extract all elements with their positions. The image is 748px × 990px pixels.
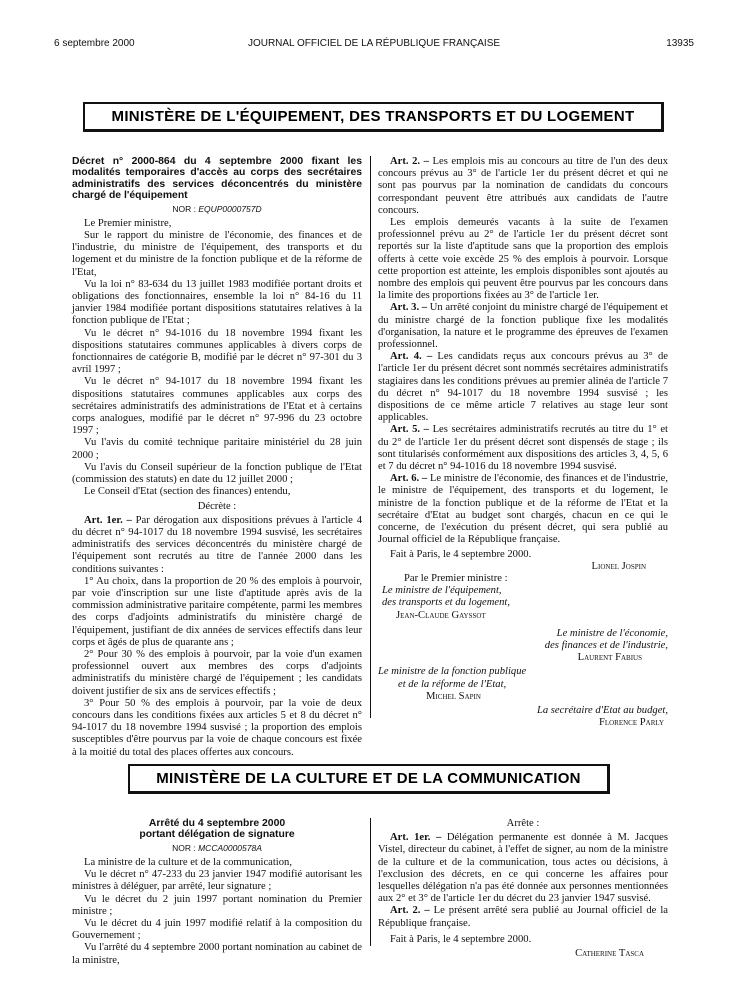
article-label: Art. 6. – bbox=[390, 473, 428, 485]
column-divider bbox=[370, 156, 371, 718]
article-label: Art. 3. – bbox=[390, 302, 428, 314]
article-1-item: 2° Pour 30 % des emplois à pourvoir, par la voie d'un examen professionnel ouvert aux membres des corps d'adjoints administratifs du ministère chargé de l'équipement ; les candidats doivent justifier de six ans de services effectifs ; bbox=[72, 648, 362, 697]
arrete-left-column bbox=[72, 818, 362, 967]
prime-minister-signature: Lionel Jospin bbox=[591, 560, 646, 572]
visa-paragraph: Vu le décret n° 94-1016 du 18 novembre 1994 fixant les dispositions statutaires communes applicables à divers corps de fonctionnaires de catégorie B, modifié par le décret n° 97-301 du 3 avril 1997 ; bbox=[72, 327, 362, 376]
signatory-role: Le ministre de l'économie, bbox=[556, 627, 668, 639]
article-2 bbox=[378, 156, 668, 217]
decree-left-column bbox=[72, 156, 362, 759]
article-text: Le présent arrêté sera publié au Journal officiel de la République française. bbox=[378, 905, 668, 929]
article-1 bbox=[378, 832, 668, 905]
article-text: Les emplois mis au concours au titre de l'un des deux concours prévus au 3° de l'article 1er du présent décret et qui ne sont pas pourvus par la nomination de candidats du concours correspondant peuvent être attribués aux candidats de l'autre concours. bbox=[378, 156, 668, 216]
visa-paragraph: Vu la loi n° 83-634 du 13 juillet 1983 modifiée portant droits et obligations des fonctionnaires, ensemble la loi n° 84-16 du 11 janvier 1984 modifiée portant dispositions statutaires relatives à la fonction publique de l'Etat ; bbox=[72, 278, 362, 327]
article-3 bbox=[378, 302, 668, 351]
article-label: Art. 2. – bbox=[390, 905, 430, 917]
article-text: Les candidats reçus aux concours prévus au 3° de l'article 1er du présent décret sont nommés secrétaires administratifs stagiaires dans les conditions prévues au premier alinéa de l'article 7 du décret n° 94-1017 du 18 novembre 1994 susvisé ; les dispositions de ce même article 7 relatives au stage leur sont applicables. bbox=[378, 351, 668, 424]
article-text: Délégation permanente est donnée à M. Jacques Vistel, directeur du cabinet, à l'effet de signer, au nom de la ministre de la culture et de la communication, tous actes ou décisions, à l'exclusion des décrets, en ce qui concerne les affaires pour lesquelles délégation n'a pas été donnée aux personnes mentionnées aux 2° et 3° de l'article 1er du décret du 23 janvier 1947 susvisé. bbox=[378, 832, 668, 905]
arrete-subtitle: portant délégation de signature bbox=[139, 829, 295, 841]
article-text: Un arrêté conjoint du ministre chargé de l'équipement et du ministre chargé de la fonction publique fixe les modalités d'organisation, la nature et le programme des épreuves de l'examen professionnel. bbox=[378, 302, 668, 351]
arrete-title: Arrêté du 4 septembre 2000 bbox=[148, 818, 286, 829]
article-1 bbox=[72, 515, 362, 576]
article-label: Art. 1er. – bbox=[84, 514, 132, 526]
arrete-heading: Arrête : bbox=[506, 818, 540, 829]
header-date: 6 septembre 2000 bbox=[54, 38, 135, 49]
decree-title: Décret n° 2000-864 du 4 septembre 2000 fixant les modalités temporaires d'accès au corps des secrétaires administratifs des services déconcentrés du ministère chargé de l'équipement bbox=[72, 156, 362, 202]
article-2 bbox=[378, 905, 668, 929]
signatory-role: et de la réforme de l'Etat, bbox=[398, 678, 507, 690]
signatory-name: Florence Parly bbox=[598, 717, 664, 729]
visa-paragraph: Vu le décret du 2 juin 1997 portant nomination du Premier ministre ; bbox=[72, 893, 362, 917]
article-1-item: 3° Pour 50 % des emplois à pourvoir, par la voie de deux concours dans les conditions fixées aux articles 5 et 8 du décret n° 94-1017 du 18 novembre 1994 susvisé ; la proportion des emplois susceptibles d'être pourvus par la voie de chaque concours est fixée à la moitié du total des places offertes aux concours. bbox=[72, 697, 362, 758]
visa-paragraph: Vu l'avis du comité technique paritaire ministériel du 28 juin 2000 ; bbox=[72, 437, 362, 461]
article-4 bbox=[378, 351, 668, 424]
visa-paragraph: Le Premier ministre, bbox=[84, 217, 172, 229]
signatory-role: des finances et de l'industrie, bbox=[544, 639, 668, 651]
arrete-nor bbox=[72, 842, 362, 854]
article-6 bbox=[378, 473, 668, 546]
visa-paragraph: Sur le rapport du ministre de l'économie, des finances et de l'industrie, du ministre de l'équipement, des transports et du logement et du ministre de la fonction publique et de la réforme de l'Etat, bbox=[72, 230, 362, 278]
nor-code: EQUP0000757D bbox=[198, 203, 262, 214]
article-label: Art. 4. – bbox=[390, 351, 433, 363]
header-page-number: 13935 bbox=[666, 38, 694, 49]
article-text: Les secrétaires administratifs recrutés au titre du 1° et du 2° de l'article 1er du présent décret sont dispensés de stage ; ils sont titularisés conformément aux dispositions des articles 3, 4, 5, 6 et 7 du décret n° 94-1016 du 18 novembre 1994 susvisé. bbox=[378, 424, 668, 473]
visa-paragraph: Vu l'arrêté du 4 septembre 2000 portant nomination au cabinet de la ministre, bbox=[72, 942, 362, 966]
signatory-role: La secrétaire d'Etat au budget, bbox=[536, 704, 668, 716]
article-2-paragraph bbox=[378, 217, 668, 302]
article-text: Les emplois demeurés vacants à la suite de l'examen professionnel prévu au 2° de l'article 1er du présent décret sont reportés sur la liste d'aptitude sans que la proportion des emplois offerts à cette voie excède 25 % des emplois à pourvoir. Lorsque cette proportion est atteinte, les emplois disponibles sont ajoutés au nombre des emplois qui peuvent être pourvus par les concours dans la limite des proportions fixées au 3° de l'article 1er. bbox=[378, 217, 668, 302]
visa-paragraph: Vu l'avis du Conseil supérieur de la fonction publique de l'Etat (commission des statuts) en date du 12 juillet 2000 ; bbox=[72, 461, 362, 486]
signatory-role: Le ministre de l'équipement, bbox=[382, 585, 502, 597]
signatory-name: Catherine Tasca bbox=[575, 948, 644, 960]
article-label: Art. 2. – bbox=[390, 156, 429, 167]
ministry-banner-equipement: MINISTÈRE DE L'ÉQUIPEMENT, DES TRANSPORTS ET DU LOGEMENT bbox=[83, 102, 664, 132]
nor-label: NOR : bbox=[172, 203, 196, 214]
signatory-name: Michel Sapin bbox=[426, 690, 481, 702]
signatory-role: des transports et du logement, bbox=[382, 597, 510, 609]
nor-code: MCCA0000578A bbox=[198, 842, 262, 853]
article-label: Art. 5. – bbox=[390, 424, 429, 436]
signatory-name: Jean-Claude Gayssot bbox=[396, 609, 486, 621]
visa-paragraph: Vu le décret n° 94-1017 du 18 novembre 1994 fixant les dispositions statutaires communes applicables aux corps des secrétaires administratifs des administrations de l'Etat et à certains corps analogues, modifié par le décret n° 97-996 du 23 octobre 1997 ; bbox=[72, 376, 362, 437]
decrete-heading: Décrète : bbox=[197, 500, 237, 512]
article-text: Par dérogation aux dispositions prévues à l'article 4 du décret n° 94-1017 du 18 novembre 1994 susvisé, les secrétaires administratifs des services déconcentrés du ministère chargé de l'équipement sont recrutés au titre de l'année 2000 dans les conditions suivantes : bbox=[72, 514, 362, 575]
arrete-right-column bbox=[378, 818, 668, 960]
decree-right-column bbox=[378, 156, 668, 729]
article-5 bbox=[378, 424, 668, 473]
article-label: Art. 1er. – bbox=[390, 832, 442, 844]
header-journal-title: JOURNAL OFFICIEL DE LA RÉPUBLIQUE FRANÇAISE bbox=[247, 38, 501, 49]
article-text: Le ministre de l'économie, des finances et de l'industrie, le ministre de l'équipement, des transports et du logement, le ministre de la fonction publique et de la réforme de l'Etat et la secrétaire d'Etat au budget sont chargés, chacun en ce qui le concerne, de l'exécution du présent décret, qui sera publié au Journal officiel de la République française. bbox=[378, 473, 668, 546]
signatory-name: Laurent Fabius bbox=[577, 652, 642, 664]
visa-paragraph: Le Conseil d'Etat (section des finances) entendu, bbox=[84, 486, 291, 498]
par-premier-ministre: Par le Premier ministre : bbox=[404, 572, 508, 584]
column-divider bbox=[370, 818, 371, 946]
ministry-banner-culture: MINISTÈRE DE LA CULTURE ET DE LA COMMUNICATION bbox=[128, 764, 610, 794]
article-1-item: 1° Au choix, dans la proportion de 20 % des emplois à pourvoir, par voie d'inscription sur une liste d'aptitude après avis de la commission administrative paritaire compétente, parmi les membres des corps d'adjoints administratifs du ministère chargé de l'équipement, justifiant de dix années de services effectifs dans leur corps et âgés de plus de quarante ans ; bbox=[72, 575, 362, 648]
signatory-role: Le ministre de la fonction publique bbox=[378, 666, 527, 678]
nor-label: NOR : bbox=[172, 842, 196, 853]
decree-nor bbox=[72, 203, 362, 215]
done-at-paris: Fait à Paris, le 4 septembre 2000. bbox=[390, 548, 532, 560]
visa-paragraph: La ministre de la culture et de la communication, bbox=[84, 857, 292, 869]
visa-paragraph: Vu le décret n° 47-233 du 23 janvier 1947 modifié autorisant les ministres à déléguer, par arrêté, leur signature ; bbox=[72, 869, 362, 893]
done-at-paris: Fait à Paris, le 4 septembre 2000. bbox=[390, 933, 532, 945]
visa-paragraph: Vu le décret du 4 juin 1997 modifié relatif à la composition du Gouvernement ; bbox=[72, 918, 362, 942]
